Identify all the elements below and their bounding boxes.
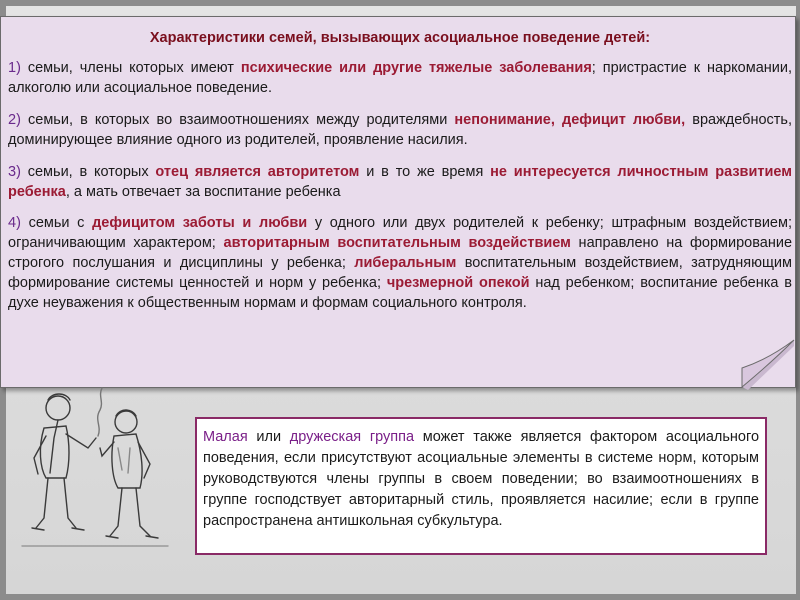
item-number: 4) bbox=[8, 215, 21, 231]
small-group-note-text: Малая или дружеская группа может также является фактором асоциального поведения, если присутствуют асоциальные элементы в системе норм, которым руководствуются члены группы в своем поведении; во взаимоотношениях в группе господствует авторитарный стиль, проявляется насилие; если в группе распространена антишкольная субкультура. bbox=[203, 429, 760, 529]
list-item-1 bbox=[8, 58, 792, 98]
list-item-4 bbox=[8, 213, 792, 313]
item-text: семьи с дефицитом заботы и любви у одного или двух родителей к ребенку; штрафным воздействием; ограничивающим характером; авторитарным воспитательным воздействием направлено на формирование строгого послушания и дисциплины у ребенка; либеральным воспитательным воздействием, затрудняющим формирование системы ценностей и норм у ребенка; чрезмерной опекой над ребенком; воспитание ребенка в духе неуважения к общественным нормам и формам социального контроля. bbox=[8, 215, 793, 311]
small-group-note-box bbox=[195, 417, 767, 555]
teenagers-sketch-illustration bbox=[18, 378, 178, 553]
item-text: семьи, члены которых имеют психические или другие тяжелые заболевания; пристрастие к наркомании, алкоголю или асоциальное поведение. bbox=[8, 60, 793, 96]
item-number: 1) bbox=[8, 60, 21, 76]
item-text: семьи, в которых отец является авторитетом и в то же время не интересуется личностным развитием ребенка, а мать отвечает за воспитание ребенка bbox=[8, 164, 792, 200]
list-item-3 bbox=[8, 162, 792, 202]
item-number: 2) bbox=[8, 112, 21, 128]
card-title: Характеристики семей, вызывающих асоциальное поведение детей: bbox=[149, 30, 651, 46]
item-text: семьи, в которых во взаимоотношениях между родителями непонимание, дефицит любви, враждебность, доминирующее влияние одного из родителей, проявление насилия. bbox=[8, 112, 792, 148]
item-number: 3) bbox=[8, 164, 21, 180]
list-item-2 bbox=[8, 110, 792, 150]
